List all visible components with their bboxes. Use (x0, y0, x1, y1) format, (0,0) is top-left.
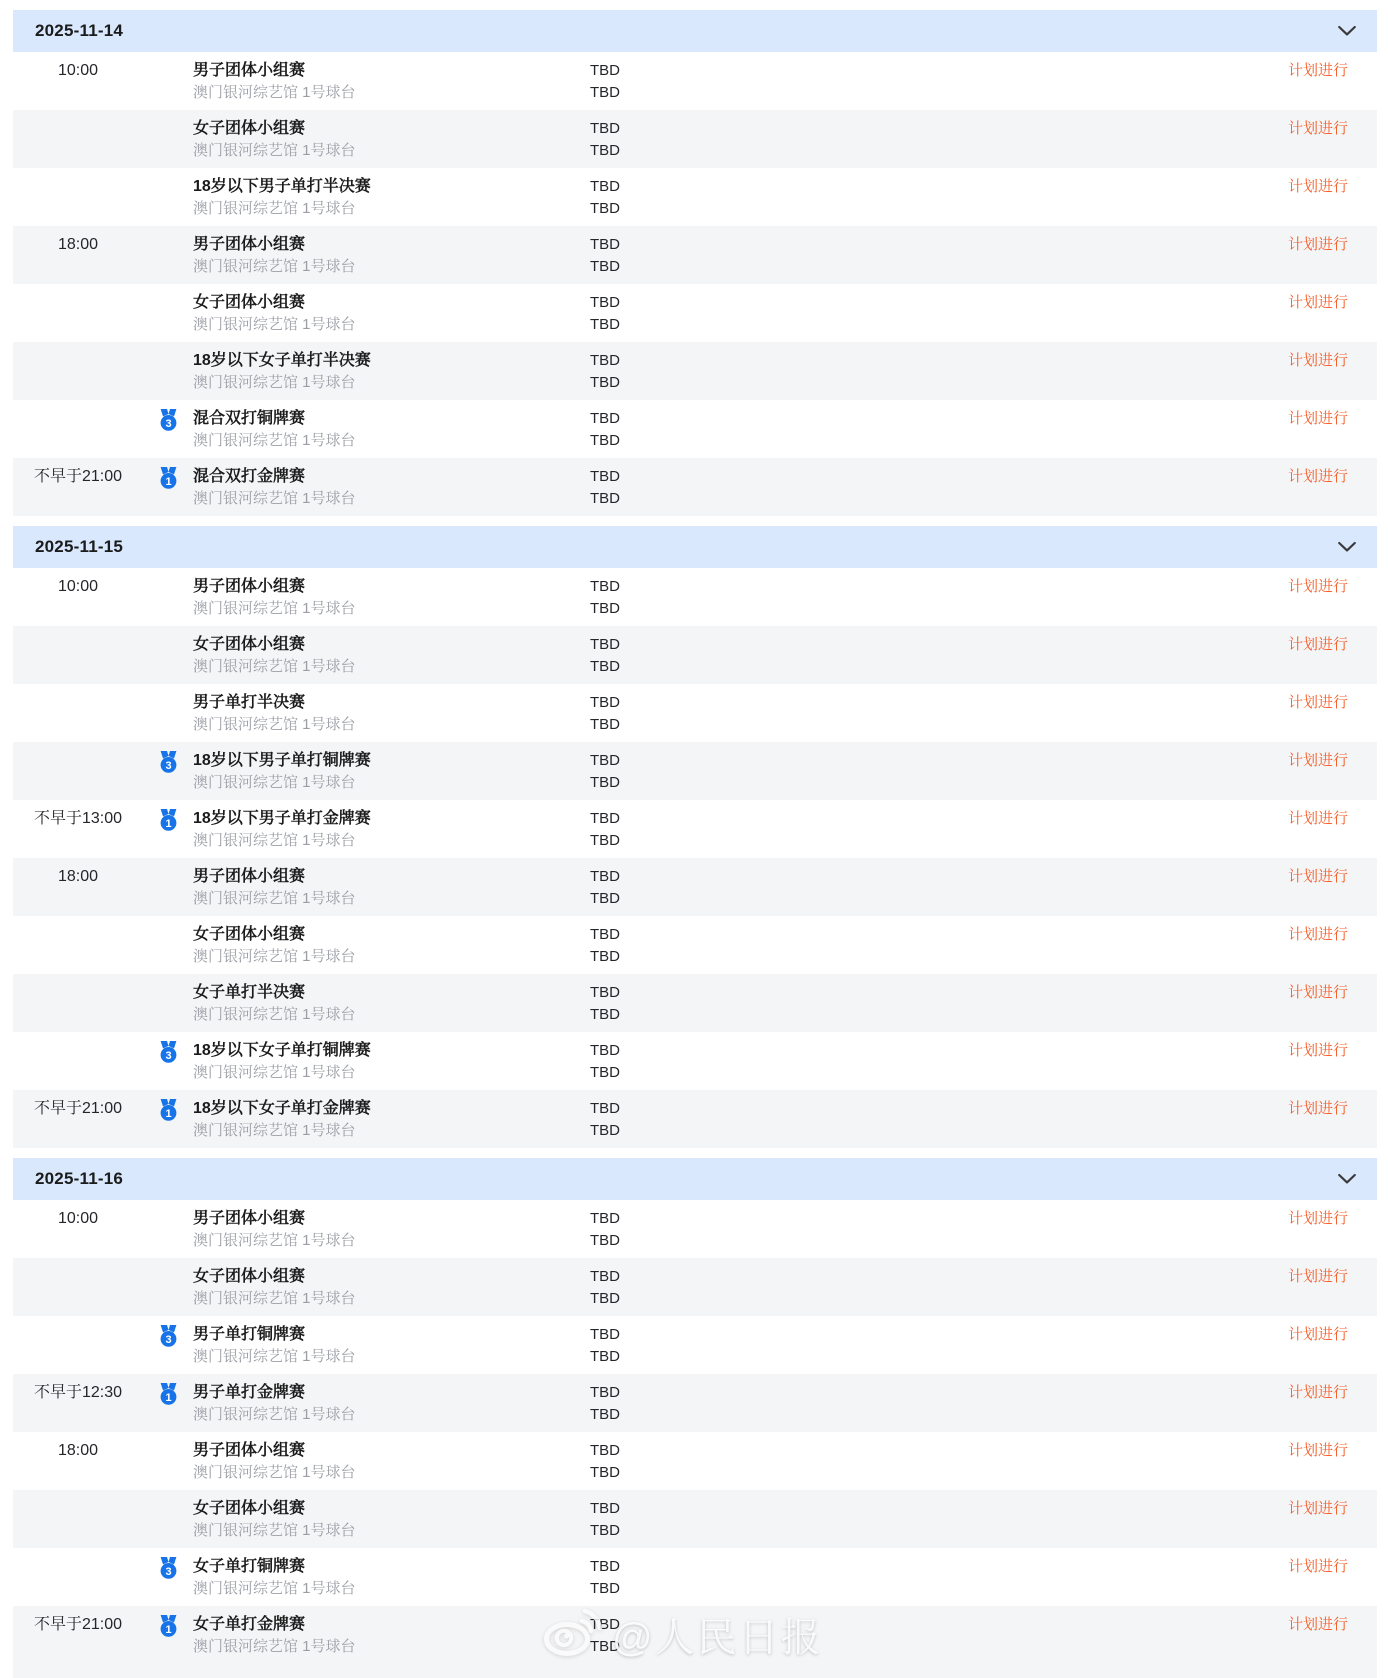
chevron-down-icon[interactable] (1337, 25, 1357, 37)
result-line-1: TBD (590, 810, 620, 827)
result-line-1: TBD (590, 410, 620, 427)
schedule-row[interactable] (13, 1548, 1377, 1606)
event-venue: 澳门银河综艺馆 1号球台 (193, 1064, 356, 1081)
event-result (590, 349, 1207, 394)
schedule-row[interactable] (13, 342, 1377, 400)
result-line-1: TBD (590, 468, 620, 485)
schedule-row[interactable] (13, 168, 1377, 226)
schedule-row[interactable] (13, 916, 1377, 974)
medal-cell (143, 1207, 193, 1209)
status-badge: 计划进行 (1287, 1100, 1348, 1117)
section-date-label: 2025-11-14 (35, 21, 124, 40)
event-title: 女子团体小组赛 (193, 636, 306, 653)
bronze-medal-icon (159, 1557, 178, 1579)
status-badge: 计划进行 (1287, 1558, 1348, 1575)
result-line-2: TBD (590, 142, 620, 159)
medal-cell (143, 575, 193, 577)
status-badge: 计划进行 (1287, 868, 1348, 885)
event-time: 10:00 (57, 1210, 99, 1227)
result-line-2: TBD (590, 658, 620, 675)
event-result (590, 923, 1207, 968)
event-time: 18:00 (57, 868, 99, 885)
event-venue: 澳门银河综艺馆 1号球台 (193, 142, 356, 159)
gold-medal-icon (159, 1615, 178, 1637)
event-time: 18:00 (57, 1442, 99, 1459)
medal-number: 3 (164, 1334, 172, 1346)
event-info (193, 1555, 590, 1600)
result-line-2: TBD (590, 1290, 620, 1307)
schedule-row[interactable] (13, 110, 1377, 168)
event-result (590, 1381, 1207, 1426)
event-venue: 澳门银河综艺馆 1号球台 (193, 84, 356, 101)
result-line-1: TBD (590, 868, 620, 885)
result-line-2: TBD (590, 716, 620, 733)
event-result (590, 1265, 1207, 1310)
event-info (193, 1097, 590, 1142)
medal-cell (143, 59, 193, 61)
date-section-header[interactable] (13, 10, 1377, 52)
result-line-1: TBD (590, 1268, 620, 1285)
result-line-2: TBD (590, 1522, 620, 1539)
event-title: 18岁以下女子单打铜牌赛 (193, 1042, 371, 1059)
schedule-row[interactable] (13, 458, 1377, 516)
result-line-1: TBD (590, 236, 620, 253)
event-title: 女子团体小组赛 (193, 120, 306, 137)
result-line-2: TBD (590, 84, 620, 101)
event-venue: 澳门银河综艺馆 1号球台 (193, 1580, 356, 1597)
result-line-1: TBD (590, 926, 620, 943)
date-section (13, 526, 1377, 1148)
medal-number: 1 (164, 1624, 172, 1636)
date-section-header[interactable] (13, 1158, 1377, 1200)
event-title: 18岁以下男子单打半决赛 (193, 178, 371, 195)
status-badge: 计划进行 (1287, 1616, 1348, 1633)
event-title: 女子团体小组赛 (193, 926, 306, 943)
medal-cell (143, 291, 193, 293)
event-info (193, 1039, 590, 1084)
result-line-1: TBD (590, 352, 620, 369)
medal-cell (143, 1555, 193, 1579)
result-line-2: TBD (590, 1464, 620, 1481)
schedule-row[interactable] (13, 1432, 1377, 1490)
event-title: 男子团体小组赛 (193, 62, 306, 79)
event-venue: 澳门银河综艺馆 1号球台 (193, 600, 356, 617)
event-venue: 澳门银河综艺馆 1号球台 (193, 200, 356, 217)
event-venue: 澳门银河综艺馆 1号球台 (193, 432, 356, 449)
result-line-1: TBD (590, 1442, 620, 1459)
event-title: 18岁以下男子单打铜牌赛 (193, 752, 371, 769)
result-line-2: TBD (590, 1580, 620, 1597)
schedule-row[interactable] (13, 1258, 1377, 1316)
result-line-2: TBD (590, 374, 620, 391)
date-section (13, 1158, 1377, 1678)
schedule-row[interactable] (13, 800, 1377, 858)
event-result (590, 1207, 1207, 1252)
event-venue: 澳门银河综艺馆 1号球台 (193, 1522, 356, 1539)
result-line-2: TBD (590, 432, 620, 449)
event-info (193, 865, 590, 910)
result-line-2: TBD (590, 890, 620, 907)
medal-cell (143, 691, 193, 693)
event-time: 不早于21:00 (33, 1616, 123, 1633)
event-info (193, 1613, 590, 1658)
event-result (590, 865, 1207, 910)
medal-cell (143, 175, 193, 177)
event-result (590, 117, 1207, 162)
event-title: 男子单打金牌赛 (193, 1384, 306, 1401)
result-line-1: TBD (590, 62, 620, 79)
event-info (193, 117, 590, 162)
event-venue: 澳门银河综艺馆 1号球台 (193, 1464, 356, 1481)
event-result (590, 59, 1207, 104)
medal-cell (143, 233, 193, 235)
chevron-down-icon[interactable] (1337, 1173, 1357, 1185)
medal-number: 3 (164, 1050, 172, 1062)
status-badge: 计划进行 (1287, 694, 1348, 711)
event-title: 18岁以下男子单打金牌赛 (193, 810, 371, 827)
medal-cell (143, 407, 193, 431)
medal-cell (143, 865, 193, 867)
event-info (193, 291, 590, 336)
result-line-1: TBD (590, 578, 620, 595)
gold-medal-icon (159, 809, 178, 831)
result-line-2: TBD (590, 774, 620, 791)
schedule-row[interactable] (13, 1090, 1377, 1148)
status-badge: 计划进行 (1287, 294, 1348, 311)
event-info (193, 1439, 590, 1484)
medal-number: 1 (164, 476, 172, 488)
status-badge: 计划进行 (1287, 1500, 1348, 1517)
event-time: 不早于21:00 (33, 468, 123, 485)
event-info (193, 807, 590, 852)
event-venue: 澳门银河综艺馆 1号球台 (193, 374, 356, 391)
status-badge: 计划进行 (1287, 926, 1348, 943)
schedule-row[interactable] (13, 52, 1377, 110)
schedule-page (0, 10, 1388, 1678)
event-result (590, 575, 1207, 620)
bronze-medal-icon (159, 409, 178, 431)
event-result (590, 749, 1207, 794)
medal-cell (143, 1265, 193, 1267)
event-result (590, 175, 1207, 220)
status-badge: 计划进行 (1287, 1384, 1348, 1401)
event-title: 混合双打金牌赛 (193, 468, 306, 485)
medal-number: 1 (164, 818, 172, 830)
medal-number: 3 (164, 760, 172, 772)
status-badge: 计划进行 (1287, 1042, 1348, 1059)
event-title: 男子团体小组赛 (193, 236, 306, 253)
result-line-1: TBD (590, 636, 620, 653)
medal-number: 3 (164, 418, 172, 430)
result-line-2: TBD (590, 948, 620, 965)
event-result (590, 1555, 1207, 1600)
result-line-2: TBD (590, 1006, 620, 1023)
result-line-2: TBD (590, 1122, 620, 1139)
event-info (193, 1265, 590, 1310)
event-info (193, 633, 590, 678)
schedule-row[interactable] (13, 400, 1377, 458)
event-info (193, 233, 590, 278)
status-badge: 计划进行 (1287, 62, 1348, 79)
result-line-1: TBD (590, 1558, 620, 1575)
schedule-row[interactable] (13, 568, 1377, 626)
medal-cell (143, 923, 193, 925)
event-info (193, 349, 590, 394)
status-badge: 计划进行 (1287, 578, 1348, 595)
result-line-2: TBD (590, 1406, 620, 1423)
event-info (193, 923, 590, 968)
event-title: 女子团体小组赛 (193, 1500, 306, 1517)
event-title: 男子团体小组赛 (193, 1210, 306, 1227)
gold-medal-icon (159, 467, 178, 489)
schedule-row[interactable] (13, 1200, 1377, 1258)
medal-cell (143, 1097, 193, 1121)
schedule-row[interactable] (13, 742, 1377, 800)
medal-cell (143, 807, 193, 831)
event-title: 男子单打铜牌赛 (193, 1326, 306, 1343)
event-result (590, 1039, 1207, 1084)
event-venue: 澳门银河综艺馆 1号球台 (193, 774, 356, 791)
status-badge: 计划进行 (1287, 410, 1348, 427)
result-line-2: TBD (590, 490, 620, 507)
medal-cell (143, 1323, 193, 1347)
schedule-list (13, 10, 1377, 1678)
medal-cell (143, 1497, 193, 1499)
event-title: 男子团体小组赛 (193, 578, 306, 595)
event-time: 10:00 (57, 62, 99, 79)
event-venue: 澳门银河综艺馆 1号球台 (193, 1290, 356, 1307)
status-badge: 计划进行 (1287, 1326, 1348, 1343)
event-venue: 澳门银河综艺馆 1号球台 (193, 1006, 356, 1023)
event-time: 10:00 (57, 578, 99, 595)
status-badge: 计划进行 (1287, 1442, 1348, 1459)
schedule-row[interactable] (13, 1032, 1377, 1090)
event-venue: 澳门银河综艺馆 1号球台 (193, 1232, 356, 1249)
event-time: 不早于21:00 (33, 1100, 123, 1117)
medal-cell (143, 349, 193, 351)
result-line-2: TBD (590, 1064, 620, 1081)
event-info (193, 575, 590, 620)
result-line-1: TBD (590, 694, 620, 711)
schedule-row[interactable] (13, 1374, 1377, 1432)
schedule-row[interactable] (13, 626, 1377, 684)
event-venue: 澳门银河综艺馆 1号球台 (193, 716, 356, 733)
medal-cell (143, 749, 193, 773)
gold-medal-icon (159, 1099, 178, 1121)
medal-cell (143, 633, 193, 635)
event-info (193, 1497, 590, 1542)
event-title: 女子单打半决赛 (193, 984, 306, 1001)
medal-cell (143, 1039, 193, 1063)
event-result (590, 633, 1207, 678)
event-venue: 澳门银河综艺馆 1号球台 (193, 258, 356, 275)
result-line-2: TBD (590, 316, 620, 333)
event-result (590, 1439, 1207, 1484)
event-result (590, 981, 1207, 1026)
bronze-medal-icon (159, 1041, 178, 1063)
bronze-medal-icon (159, 1325, 178, 1347)
medal-cell (143, 1381, 193, 1405)
event-info (193, 749, 590, 794)
section-date-label: 2025-11-15 (35, 537, 124, 556)
event-title: 女子团体小组赛 (193, 1268, 306, 1285)
schedule-row[interactable] (13, 226, 1377, 284)
schedule-row[interactable] (13, 1316, 1377, 1374)
result-line-1: TBD (590, 984, 620, 1001)
result-line-1: TBD (590, 1500, 620, 1517)
status-badge: 计划进行 (1287, 984, 1348, 1001)
event-info (193, 691, 590, 736)
event-venue: 澳门银河综艺馆 1号球台 (193, 1406, 356, 1423)
schedule-row[interactable] (13, 684, 1377, 742)
result-line-2: TBD (590, 1232, 620, 1249)
event-result (590, 1497, 1207, 1542)
status-badge: 计划进行 (1287, 120, 1348, 137)
event-venue: 澳门银河综艺馆 1号球台 (193, 1348, 356, 1365)
event-info (193, 1381, 590, 1426)
event-time: 不早于13:00 (33, 810, 123, 827)
schedule-row[interactable] (13, 1606, 1377, 1678)
status-badge: 计划进行 (1287, 352, 1348, 369)
bronze-medal-icon (159, 751, 178, 773)
result-line-1: TBD (590, 1210, 620, 1227)
event-result (590, 465, 1207, 510)
chevron-down-icon[interactable] (1337, 541, 1357, 553)
status-badge: 计划进行 (1287, 178, 1348, 195)
result-line-2: TBD (590, 1638, 620, 1655)
event-info (193, 175, 590, 220)
result-line-1: TBD (590, 178, 620, 195)
event-venue: 澳门银河综艺馆 1号球台 (193, 948, 356, 965)
event-title: 女子团体小组赛 (193, 294, 306, 311)
event-title: 女子单打金牌赛 (193, 1616, 306, 1633)
event-info (193, 407, 590, 452)
status-badge: 计划进行 (1287, 468, 1348, 485)
result-line-1: TBD (590, 1326, 620, 1343)
event-venue: 澳门银河综艺馆 1号球台 (193, 832, 356, 849)
schedule-row[interactable] (13, 974, 1377, 1032)
event-info (193, 981, 590, 1026)
event-info (193, 1323, 590, 1368)
event-result (590, 291, 1207, 336)
result-line-1: TBD (590, 1042, 620, 1059)
event-venue: 澳门银河综艺馆 1号球台 (193, 316, 356, 333)
medal-cell (143, 465, 193, 489)
event-result (590, 1613, 1207, 1658)
event-info (193, 465, 590, 510)
status-badge: 计划进行 (1287, 752, 1348, 769)
event-info (193, 1207, 590, 1252)
result-line-1: TBD (590, 1384, 620, 1401)
event-time: 18:00 (57, 236, 99, 253)
status-badge: 计划进行 (1287, 636, 1348, 653)
section-date-label: 2025-11-16 (35, 1169, 124, 1188)
event-info (193, 59, 590, 104)
result-line-2: TBD (590, 200, 620, 217)
event-title: 混合双打铜牌赛 (193, 410, 306, 427)
gold-medal-icon (159, 1383, 178, 1405)
result-line-1: TBD (590, 1100, 620, 1117)
event-time: 不早于12:30 (33, 1384, 123, 1401)
result-line-2: TBD (590, 832, 620, 849)
result-line-1: TBD (590, 294, 620, 311)
result-line-1: TBD (590, 752, 620, 769)
schedule-row[interactable] (13, 858, 1377, 916)
medal-number: 1 (164, 1392, 172, 1404)
event-venue: 澳门银河综艺馆 1号球台 (193, 1638, 356, 1655)
event-result (590, 691, 1207, 736)
event-title: 男子单打半决赛 (193, 694, 306, 711)
event-venue: 澳门银河综艺馆 1号球台 (193, 490, 356, 507)
medal-cell (143, 1439, 193, 1441)
medal-cell (143, 1613, 193, 1637)
schedule-row[interactable] (13, 1490, 1377, 1548)
event-venue: 澳门银河综艺馆 1号球台 (193, 1122, 356, 1139)
status-badge: 计划进行 (1287, 810, 1348, 827)
medal-number: 3 (164, 1566, 172, 1578)
medal-number: 1 (164, 1108, 172, 1120)
event-result (590, 1097, 1207, 1142)
result-line-2: TBD (590, 1348, 620, 1365)
event-title: 男子团体小组赛 (193, 868, 306, 885)
event-title: 男子团体小组赛 (193, 1442, 306, 1459)
result-line-2: TBD (590, 258, 620, 275)
medal-cell (143, 117, 193, 119)
event-title: 女子单打铜牌赛 (193, 1558, 306, 1575)
medal-cell (143, 981, 193, 983)
result-line-2: TBD (590, 600, 620, 617)
status-badge: 计划进行 (1287, 1268, 1348, 1285)
event-result (590, 233, 1207, 278)
status-badge: 计划进行 (1287, 236, 1348, 253)
date-section (13, 10, 1377, 516)
event-title: 18岁以下女子单打金牌赛 (193, 1100, 371, 1117)
result-line-1: TBD (590, 120, 620, 137)
event-result (590, 407, 1207, 452)
watermark-text: @人民日报 (612, 1616, 823, 1660)
event-result (590, 1323, 1207, 1368)
date-section-header[interactable] (13, 526, 1377, 568)
event-result (590, 807, 1207, 852)
event-title: 18岁以下女子单打半决赛 (193, 352, 371, 369)
event-venue: 澳门银河综艺馆 1号球台 (193, 658, 356, 675)
result-line-1: TBD (590, 1616, 620, 1633)
schedule-row[interactable] (13, 284, 1377, 342)
event-venue: 澳门银河综艺馆 1号球台 (193, 890, 356, 907)
status-badge: 计划进行 (1287, 1210, 1348, 1227)
